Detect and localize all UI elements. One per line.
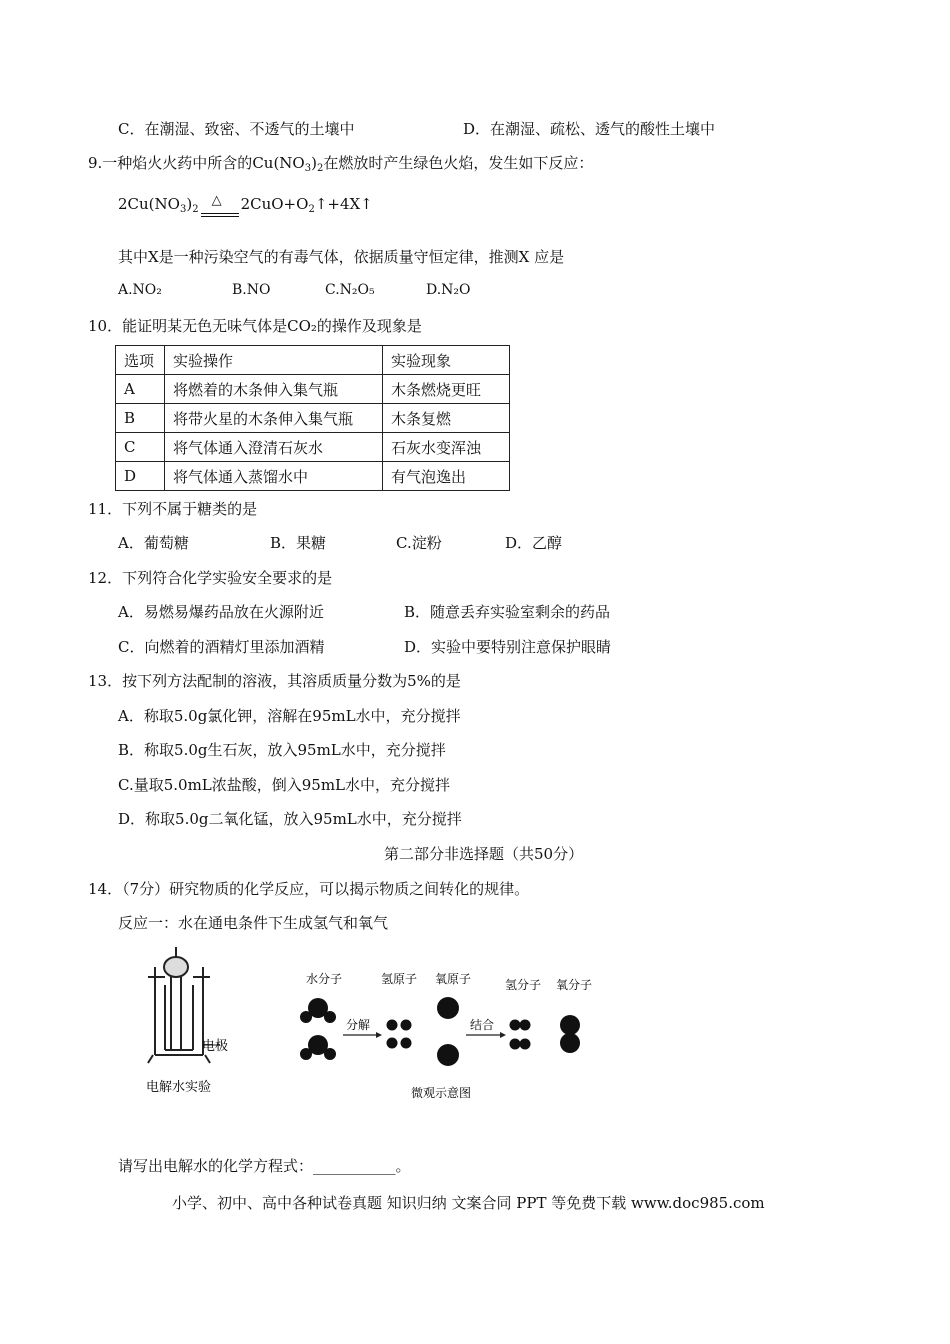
- hydrogen-molecules: [510, 1020, 531, 1050]
- footer-text: 小学、初中、高中各种试卷真题 知识归纳 文案合同 PPT 等免费下载 www.doc985.com: [172, 1194, 765, 1212]
- table-row: [116, 375, 510, 404]
- table-row: [116, 404, 510, 433]
- table-cell: 有气泡逸出: [383, 462, 510, 491]
- q9-option-b: B.NO: [232, 282, 271, 298]
- table-cell: C: [116, 433, 165, 462]
- q10-table: [115, 345, 510, 491]
- q12-option-a: A．易燃易爆药品放在火源附近: [118, 603, 324, 621]
- oxygen-molecule-label: 氧分子: [556, 978, 593, 992]
- q12-option-d: D．实验中要特别注意保护眼睛: [404, 638, 612, 656]
- q13-option-b: B．称取5.0g生石灰，放入95mL水中，充分搅拌: [118, 741, 446, 759]
- electrolysis-illustration: [138, 945, 618, 1110]
- table-header: 实验操作: [165, 346, 383, 375]
- q9-stem: 9.一种焰火火药中所含的$Cu(NO_3)_2$在燃放时产生绿色火焰，发生如下反应：: [88, 154, 594, 174]
- q13-stem: 13．按下列方法配制的溶液，其溶质质量分数为5%的是: [88, 672, 461, 690]
- table-cell: A: [116, 375, 165, 404]
- micro-caption: 微观示意图: [411, 1086, 472, 1100]
- q11-option-d: D．乙醇: [505, 534, 563, 552]
- table-header: 实验现象: [383, 346, 510, 375]
- q12-stem: 12．下列符合化学实验安全要求的是: [88, 569, 333, 587]
- table-cell: B: [116, 404, 165, 433]
- table-row: [116, 433, 510, 462]
- q9-equation: $2Cu(NO_3)_2$ △ $2CuO+O_2↑+4X↑$: [118, 193, 373, 215]
- q14-prompt: 请写出电解水的化学方程式：___________。: [118, 1157, 411, 1175]
- electrode-label: 电极: [202, 1039, 229, 1054]
- q11-option-c: C.淀粉: [396, 534, 442, 552]
- table-header: 选项: [116, 346, 165, 375]
- apparatus-caption: 电解水实验: [146, 1080, 212, 1095]
- q8-option-c: C．在潮湿、致密、不透气的土壤中: [118, 120, 355, 138]
- q13-option-a: A．称取5.0g氯化钾，溶解在95mL水中，充分搅拌: [118, 707, 461, 725]
- water-molecule-label: 水分子: [306, 972, 343, 986]
- decompose-label: 分解: [346, 1018, 371, 1032]
- table-row: [116, 462, 510, 491]
- q13-option-d: D．称取5.0g二氧化锰，放入95mL水中，充分搅拌: [118, 810, 462, 828]
- equation-condition: △: [201, 205, 239, 209]
- q9-option-d: D.N₂O: [426, 282, 471, 298]
- q14-stem: 14．（7分）研究物质的化学反应，可以揭示物质之间转化的规律。: [88, 880, 530, 898]
- table-cell: D: [116, 462, 165, 491]
- q13-option-c: C.量取5.0mL浓盐酸，倒入95mL水中，充分搅拌: [118, 776, 451, 794]
- table-cell: 石灰水变浑浊: [383, 433, 510, 462]
- q14-reaction-one: 反应一：水在通电条件下生成氢气和氧气: [118, 914, 389, 932]
- q12-option-c: C．向燃着的酒精灯里添加酒精: [118, 638, 325, 656]
- q10-stem: 10．能证明某无色无味气体是CO₂的操作及现象是: [88, 317, 422, 335]
- q11-stem: 11．下列不属于糖类的是: [88, 500, 258, 518]
- table-cell: 木条复燃: [383, 404, 510, 433]
- oxygen-atom-label: 氧原子: [435, 972, 472, 986]
- q9-option-c: C.N₂O₅: [325, 282, 375, 298]
- water-molecules: [300, 998, 336, 1060]
- q9-question: 其中X是一种污染空气的有毒气体，依据质量守恒定律，推测X 应是: [118, 248, 565, 266]
- q9-option-a: A.NO₂: [118, 282, 162, 298]
- electrolysis-diagram: [138, 945, 618, 1114]
- table-cell: 将燃着的木条伸入集气瓶: [165, 375, 383, 404]
- section-title: 第二部分非选择题（共50分）: [384, 845, 584, 863]
- table-cell: 将气体通入蒸馏水中: [165, 462, 383, 491]
- table-cell: 将气体通入澄清石灰水: [165, 433, 383, 462]
- hydrogen-molecule-label: 氢分子: [505, 978, 542, 992]
- q11-option-b: B．果糖: [270, 534, 327, 552]
- table-cell: 将带火星的木条伸入集气瓶: [165, 404, 383, 433]
- hydrogen-atom-label: 氢原子: [381, 972, 418, 986]
- oxygen-atoms: [437, 997, 459, 1066]
- q8-option-d: D．在潮湿、疏松、透气的酸性土壤中: [463, 120, 716, 138]
- q11-option-a: A．葡萄糖: [118, 534, 189, 552]
- table-header-row: [116, 346, 510, 375]
- combine-label: 结合: [470, 1018, 495, 1032]
- table-cell: 木条燃烧更旺: [383, 375, 510, 404]
- q12-option-b: B．随意丢弃实验室剩余的药品: [404, 603, 611, 621]
- oxygen-molecule: [560, 1015, 580, 1053]
- hydrogen-atoms: [387, 1020, 412, 1049]
